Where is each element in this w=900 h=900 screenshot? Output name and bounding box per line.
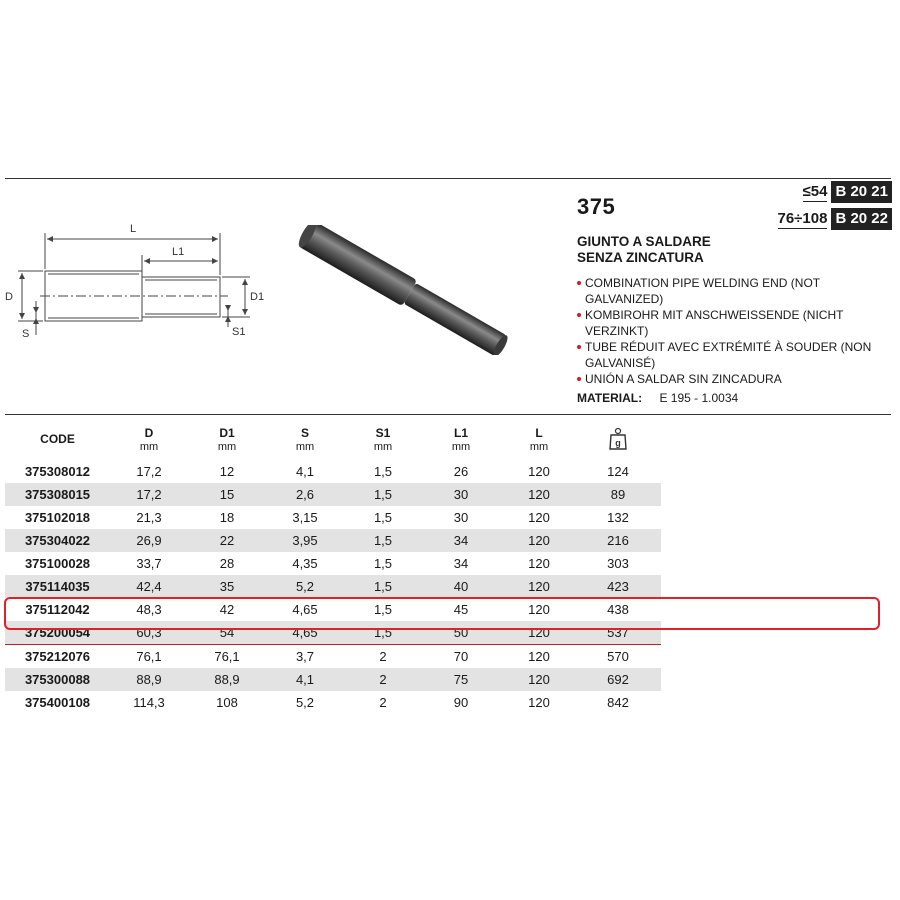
table-row (5, 529, 661, 552)
value-cell: 2,6 (295, 487, 315, 502)
table-header (5, 418, 661, 460)
code-cell: 375200054 (24, 625, 91, 640)
value-cell: 75 (453, 672, 469, 687)
value-cell: 34 (453, 556, 469, 571)
rating-range: 76÷108 (777, 209, 828, 227)
product-title (577, 234, 711, 266)
product-photo (290, 225, 520, 355)
material-label: MATERIAL: (577, 391, 643, 405)
label-d1: D1 (250, 291, 265, 303)
column-header: S1 mm (373, 425, 393, 453)
value-cell: 33,7 (136, 556, 162, 571)
table-row (5, 460, 661, 483)
spec-table (5, 418, 661, 714)
value-cell: 3,95 (292, 533, 318, 548)
value-cell: 120 (528, 695, 550, 710)
value-cell: 1,5 (373, 579, 393, 594)
code-cell: 375112042 (25, 602, 90, 617)
description-text: TUBE RÉDUIT AVEC EXTRÉMITÉ À SOUDER (NON GALVANISÉ) (585, 340, 872, 370)
value-cell: 70 (453, 649, 469, 664)
value-cell: 570 (607, 649, 629, 664)
value-cell: 108 (216, 695, 238, 710)
value-cell: 18 (219, 510, 235, 525)
value-cell: 120 (528, 672, 550, 687)
value-cell: 88,9 (136, 672, 162, 687)
value-cell: 42,4 (136, 579, 162, 594)
value-cell: 26 (453, 464, 469, 479)
value-cell: 4,65 (292, 625, 318, 640)
description-text: UNIÓN A SALDAR SIN ZINCADURA (585, 372, 782, 386)
value-cell: 89 (610, 487, 626, 502)
svg-text:g: g (615, 438, 621, 448)
value-cell: 4,1 (295, 464, 315, 479)
rating-row (778, 208, 893, 230)
code-cell: 375308012 (24, 464, 91, 479)
rating-range: ≤54 (802, 182, 828, 200)
value-cell: 1,5 (373, 464, 393, 479)
value-cell: 76,1 (136, 649, 162, 664)
bullet-icon (577, 281, 581, 285)
value-cell: 22 (219, 533, 235, 548)
value-cell: 40 (453, 579, 469, 594)
code-cell: 375100028 (24, 556, 91, 571)
value-cell: 1,5 (373, 533, 393, 548)
value-cell: 120 (528, 579, 550, 594)
value-cell: 1,5 (373, 602, 393, 617)
column-header: D1 mm (217, 425, 237, 453)
code-cell: 375102018 (24, 510, 91, 525)
bullet-icon (577, 313, 581, 317)
column-header: D mm (139, 425, 159, 453)
table-row (5, 575, 661, 598)
value-cell: 34 (453, 533, 469, 548)
value-cell: 30 (453, 487, 469, 502)
value-cell: 120 (528, 625, 550, 640)
value-cell: 15 (219, 487, 235, 502)
description-text: KOMBIROHR MIT ANSCHWEISSENDE (NICHT VERZINKT) (585, 308, 844, 338)
column-header: S mm (295, 425, 315, 453)
value-cell: 35 (219, 579, 235, 594)
description-item (577, 339, 887, 371)
label-s1: S1 (232, 326, 246, 338)
value-cell: 3,7 (295, 649, 315, 664)
value-cell: 50 (453, 625, 469, 640)
bullet-icon (577, 345, 581, 349)
value-cell: 120 (528, 556, 550, 571)
value-cell: 124 (607, 464, 629, 479)
title-line: SENZA ZINCATURA (577, 250, 704, 265)
value-cell: 120 (528, 487, 550, 502)
table-row (5, 691, 661, 714)
material-value: E 195 - 1.0034 (659, 391, 739, 405)
description-item (577, 275, 887, 307)
code-cell: 375308015 (24, 487, 91, 502)
code-cell: 375304022 (24, 533, 91, 548)
section-divider (5, 414, 891, 415)
column-header (578, 418, 658, 460)
value-cell: 216 (607, 533, 629, 548)
value-cell: 120 (528, 510, 550, 525)
highlight-box (4, 597, 880, 630)
value-cell: 4,35 (292, 556, 318, 571)
code-cell: 375212076 (24, 649, 91, 664)
value-cell: 90 (453, 695, 469, 710)
value-cell: 132 (607, 510, 629, 525)
value-cell: 4,1 (295, 672, 315, 687)
value-cell: 842 (607, 695, 629, 710)
description-item (577, 371, 887, 387)
column-header: CODE (40, 432, 75, 446)
value-cell: 5,2 (295, 695, 315, 710)
title-line: GIUNTO A SALDARE (577, 234, 711, 249)
value-cell: 45 (453, 602, 469, 617)
material (577, 391, 738, 405)
value-cell: 48,3 (136, 602, 162, 617)
value-cell: 2 (379, 695, 387, 710)
label-s: S (22, 328, 30, 340)
code-cell: 375300088 (24, 672, 91, 687)
label-l1: L1 (172, 246, 185, 258)
rating-row (778, 181, 893, 203)
value-cell: 3,15 (292, 510, 318, 525)
value-cell: 423 (607, 579, 629, 594)
value-cell: 120 (528, 533, 550, 548)
value-cell: 4,65 (292, 602, 318, 617)
value-cell: 17,2 (136, 487, 162, 502)
description-text: COMBINATION PIPE WELDING END (NOT GALVANIZED) (585, 276, 820, 306)
value-cell: 21,3 (136, 510, 162, 525)
value-cell: 60,3 (136, 625, 162, 640)
column-header: L1 mm (451, 425, 471, 453)
rating-badge: B 20 21 (831, 181, 892, 203)
value-cell: 120 (528, 649, 550, 664)
value-cell: 30 (453, 510, 469, 525)
code-cell: 375400108 (24, 695, 91, 710)
value-cell: 28 (219, 556, 235, 571)
value-cell: 5,2 (295, 579, 315, 594)
value-cell: 438 (607, 602, 629, 617)
label-d: D (5, 291, 13, 303)
value-cell: 2 (379, 649, 387, 664)
table-row (5, 668, 661, 691)
value-cell: 88,9 (214, 672, 240, 687)
table-row (5, 552, 661, 575)
value-cell: 42 (219, 602, 235, 617)
bullet-icon (577, 377, 581, 381)
value-cell: 692 (607, 672, 629, 687)
value-cell: 1,5 (373, 510, 393, 525)
value-cell: 120 (528, 602, 550, 617)
value-cell: 114,3 (133, 695, 165, 710)
ratings (778, 181, 893, 235)
top-divider (5, 178, 891, 179)
value-cell: 1,5 (373, 625, 393, 640)
product-code: 375 (577, 194, 616, 219)
value-cell: 12 (219, 464, 235, 479)
table-body (5, 460, 661, 714)
value-cell: 76,1 (214, 649, 240, 664)
value-cell: 2 (379, 672, 387, 687)
value-cell: 303 (607, 556, 629, 571)
description-list (577, 275, 887, 387)
value-cell: 537 (607, 625, 629, 640)
technical-drawing (0, 215, 285, 345)
value-cell: 54 (219, 625, 235, 640)
value-cell: 17,2 (136, 464, 162, 479)
table-row (5, 506, 661, 529)
table-row (5, 645, 661, 668)
value-cell: 1,5 (373, 487, 393, 502)
description-item (577, 307, 887, 339)
table-row (5, 483, 661, 506)
label-l: L (130, 223, 137, 235)
column-header: L mm (529, 425, 549, 453)
rating-badge: B 20 22 (831, 208, 892, 230)
weight-icon (608, 427, 628, 451)
value-cell: 120 (528, 464, 550, 479)
value-cell: 26,9 (136, 533, 162, 548)
code-cell: 375114035 (25, 579, 90, 594)
value-cell: 1,5 (373, 556, 393, 571)
